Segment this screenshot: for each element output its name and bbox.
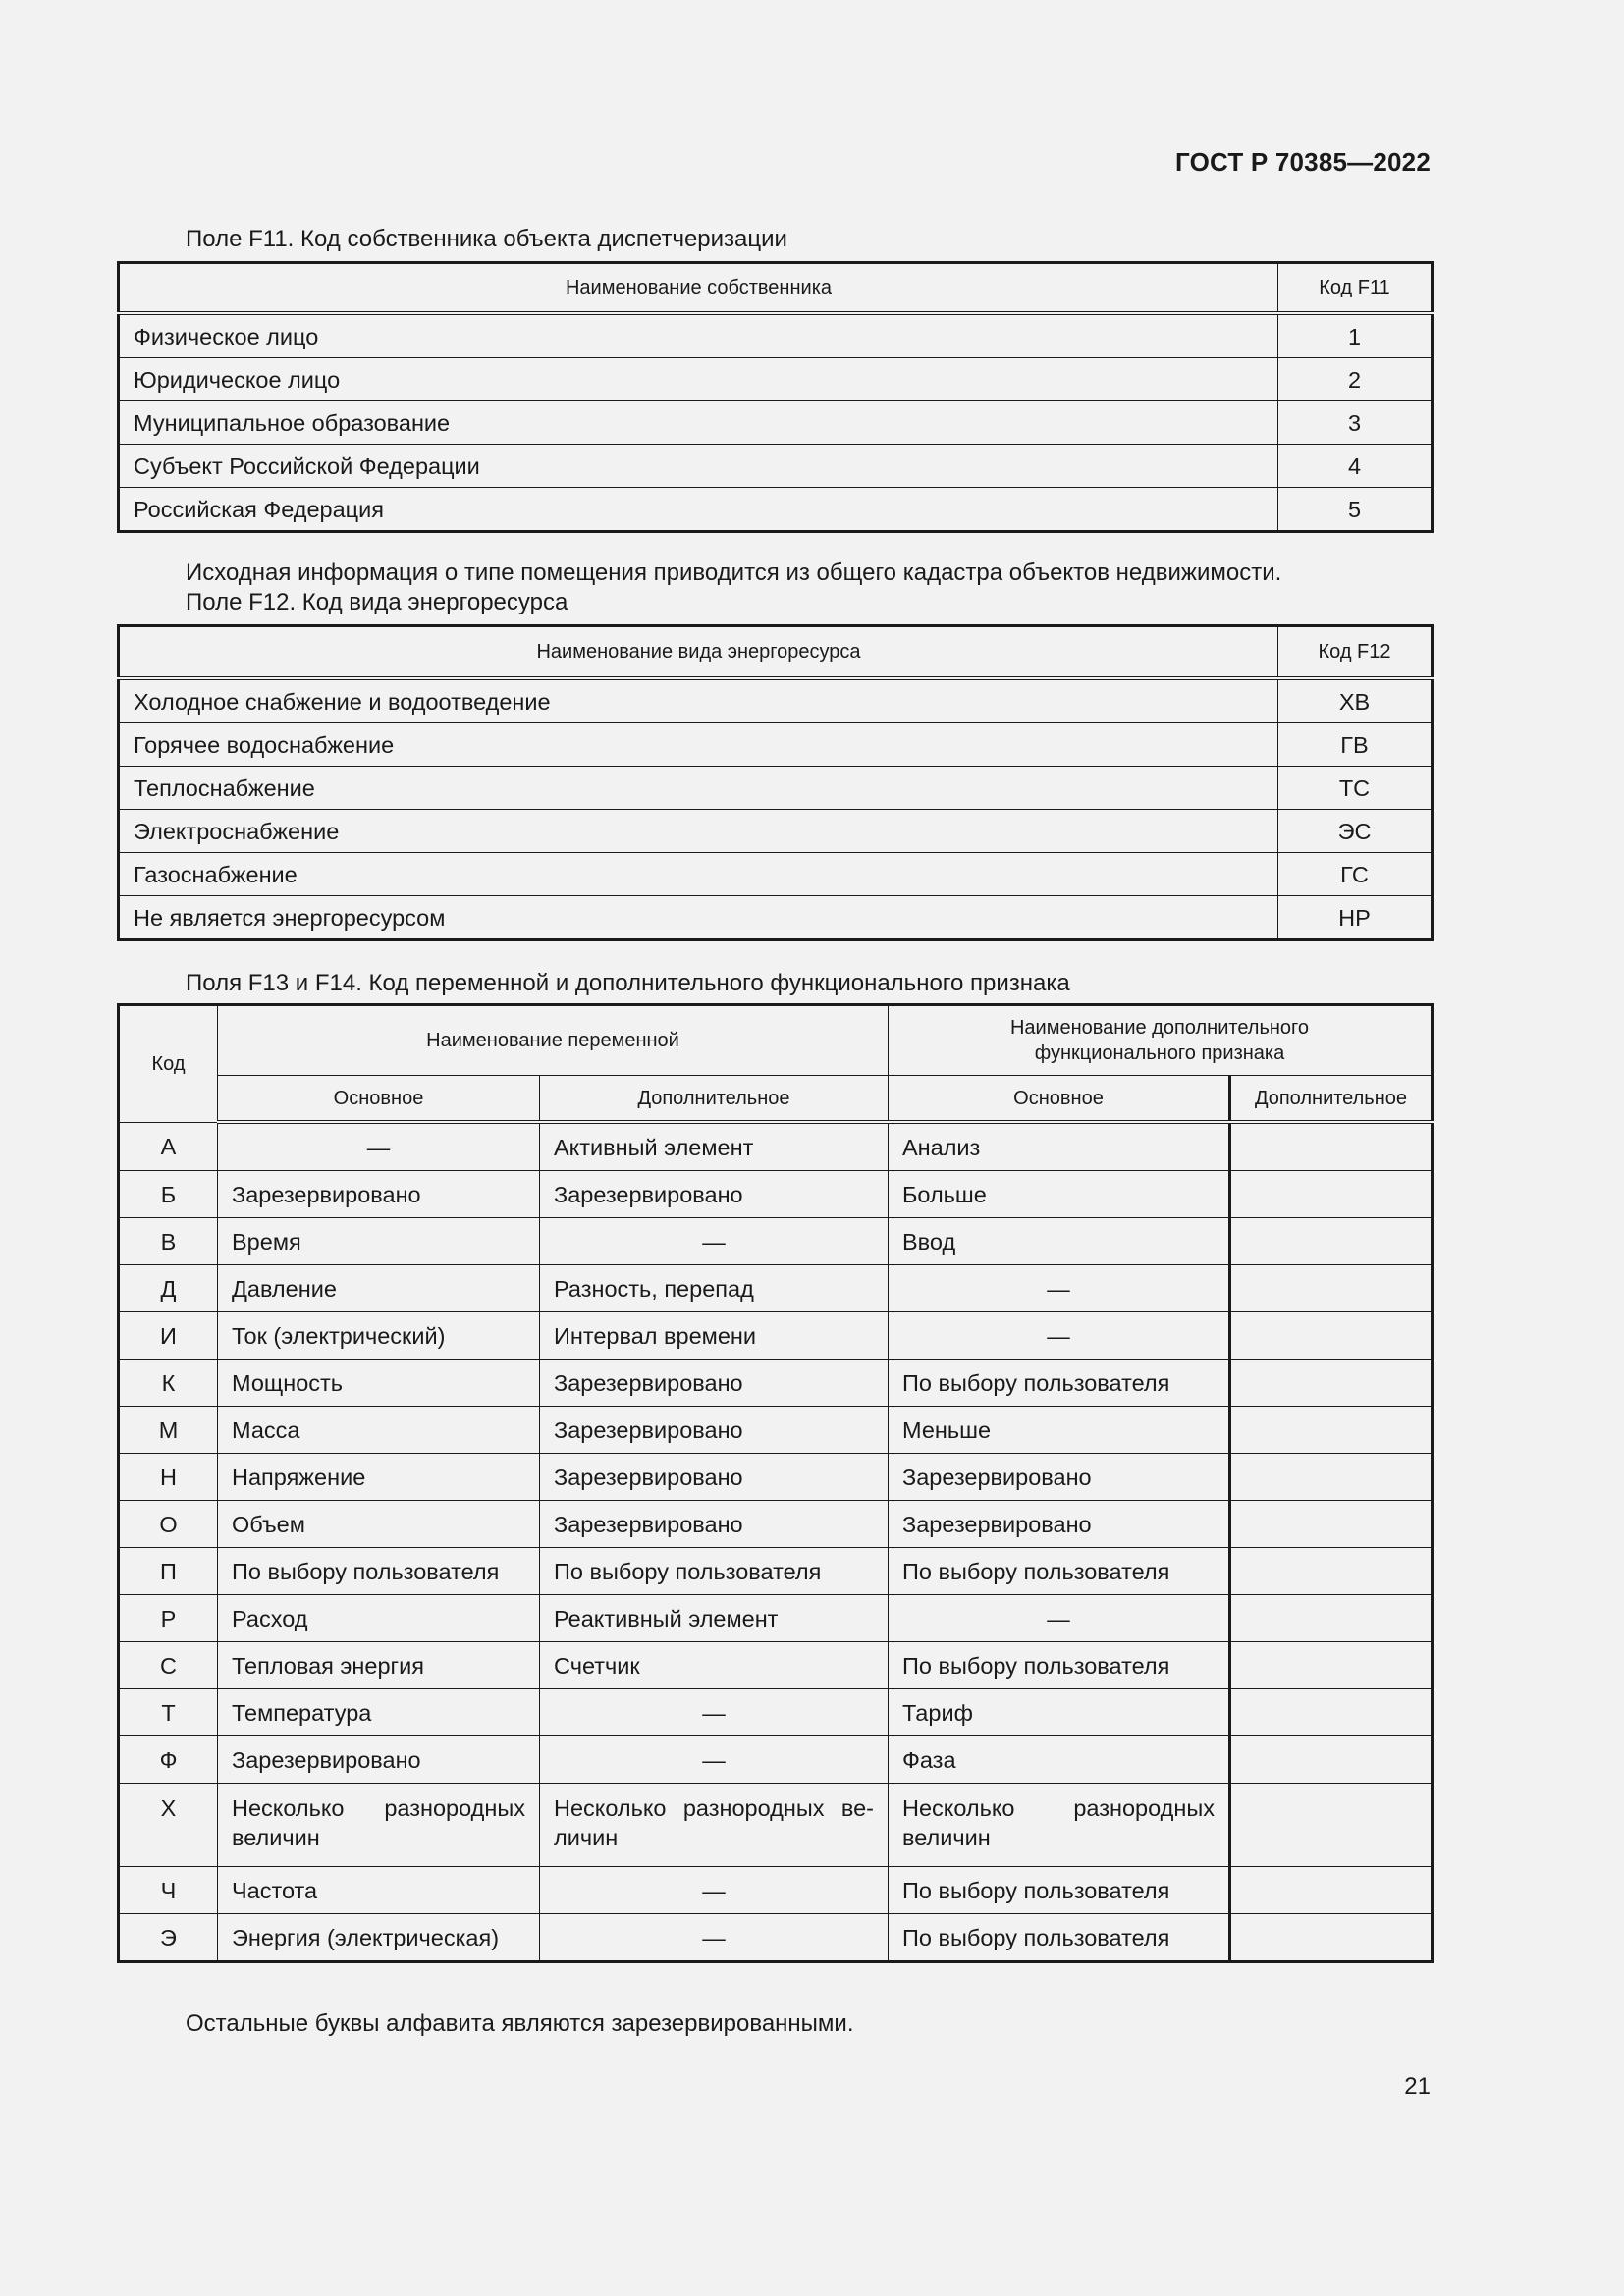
feature-additional-cell [1230,1501,1433,1548]
f11-code-cell: 1 [1278,313,1433,358]
f11-owner-cell: Субъект Российской Федерации [119,445,1278,488]
f13-f14-row [119,1171,1433,1218]
f13-f14-row [119,1548,1433,1595]
page-number: 21 [1404,2073,1431,2100]
variable-additional-cell: Зарезервировано [540,1454,889,1501]
f11-caption: Поле F11. Код собственника объекта диспетчеризации [186,226,787,252]
feature-additional-cell [1230,1689,1433,1736]
variable-additional-cell: Зарезервировано [540,1171,889,1218]
variable-main-cell: Напряжение [218,1454,540,1501]
f13-f14-row [119,1736,1433,1784]
variable-additional-cell: — [540,1689,889,1736]
code-cell: К [119,1360,218,1407]
f12-table [117,624,1434,941]
feature-additional-cell [1230,1312,1433,1360]
code-cell: Т [119,1689,218,1736]
variable-main-cell: — [218,1122,540,1171]
variable-additional-cell: — [540,1736,889,1784]
code-cell: М [119,1407,218,1454]
variable-additional-cell: Несколько разнородных ве-личин [540,1784,889,1867]
variable-additional-cell: Зарезервировано [540,1360,889,1407]
f13-f14-row [119,1595,1433,1642]
variable-main-cell: Несколько разнородных величин [218,1784,540,1867]
feature-additional-cell [1230,1122,1433,1171]
variable-additional-cell: Счетчик [540,1642,889,1689]
feature-main-cell: — [889,1265,1230,1312]
variable-main-cell: Частота [218,1867,540,1914]
f12-row [119,678,1433,723]
f13-f14-row [119,1454,1433,1501]
feature-additional-cell [1230,1265,1433,1312]
f11-row [119,358,1433,401]
f12-resource-cell: Не является энергоресурсом [119,896,1278,940]
f12-resource-cell: Теплоснабжение [119,767,1278,810]
variable-additional-header: Дополнительное [540,1076,889,1123]
f13-f14-row [119,1122,1433,1171]
feature-additional-cell [1230,1914,1433,1962]
f12-row [119,767,1433,810]
variable-main-cell: Зарезервировано [218,1171,540,1218]
f11-row [119,401,1433,445]
code-cell: И [119,1312,218,1360]
feature-main-cell: Зарезервировано [889,1501,1230,1548]
code-cell: Д [119,1265,218,1312]
code-cell: Э [119,1914,218,1962]
variable-main-cell: Масса [218,1407,540,1454]
code-cell: Н [119,1454,218,1501]
variable-additional-cell: Интервал времени [540,1312,889,1360]
feature-main-cell: По выбору пользователя [889,1914,1230,1962]
f12-caption: Поле F12. Код вида энергоресурса [186,589,568,615]
variable-additional-cell: Активный элемент [540,1122,889,1171]
variable-additional-cell: Реактивный элемент [540,1595,889,1642]
f12-resource-cell: Холодное снабжение и водоотведение [119,678,1278,723]
variable-additional-cell: Разность, перепад [540,1265,889,1312]
f11-code-cell: 3 [1278,401,1433,445]
code-cell: С [119,1642,218,1689]
f12-row [119,723,1433,767]
document-id-header: ГОСТ Р 70385—2022 [1175,147,1431,177]
f12-code-cell: НР [1278,896,1433,940]
code-cell: А [119,1122,218,1171]
feature-main-cell: Зарезервировано [889,1454,1230,1501]
feature-additional-cell [1230,1218,1433,1265]
f11-owner-cell: Российская Федерация [119,488,1278,532]
feature-main-cell: По выбору пользователя [889,1548,1230,1595]
feature-additional-cell [1230,1867,1433,1914]
f13-f14-row [119,1689,1433,1736]
variable-main-cell: Ток (электрический) [218,1312,540,1360]
feature-main-cell: Меньше [889,1407,1230,1454]
f12-resource-cell: Горячее водоснабжение [119,723,1278,767]
variable-additional-cell: — [540,1914,889,1962]
f13-f14-row [119,1784,1433,1867]
f12-code-cell: ГВ [1278,723,1433,767]
col-code-header: Код [119,1005,218,1123]
feature-main-cell: Анализ [889,1122,1230,1171]
feature-additional-cell [1230,1171,1433,1218]
f11-code-cell: 4 [1278,445,1433,488]
f13-f14-row [119,1407,1433,1454]
f11-code-cell: 2 [1278,358,1433,401]
variable-additional-cell: — [540,1867,889,1914]
f11-row [119,488,1433,532]
f12-code-cell: ГС [1278,853,1433,896]
variable-additional-cell: По выбору пользователя [540,1548,889,1595]
code-cell: Ч [119,1867,218,1914]
feature-main-cell: — [889,1595,1230,1642]
feature-additional-header: Дополнительное [1230,1076,1433,1123]
f13-f14-caption: Поля F13 и F14. Код переменной и дополнительного функционального признака [186,970,1070,996]
f12-resource-cell: Электроснабжение [119,810,1278,853]
variable-main-cell: Энергия (электрическая) [218,1914,540,1962]
f13-f14-row [119,1265,1433,1312]
feature-main-cell: Ввод [889,1218,1230,1265]
feature-additional-cell [1230,1595,1433,1642]
f13-f14-row [119,1218,1433,1265]
feature-main-header: Основное [889,1076,1230,1123]
group-variable-header: Наименование переменной [218,1005,889,1076]
f12-row [119,853,1433,896]
variable-main-cell: Расход [218,1595,540,1642]
f12-code-cell: ХВ [1278,678,1433,723]
f11-row [119,313,1433,358]
f13-f14-row [119,1867,1433,1914]
variable-additional-cell: Зарезервировано [540,1407,889,1454]
f13-f14-row [119,1501,1433,1548]
f13-f14-row [119,1914,1433,1962]
f11-row [119,445,1433,488]
f11-owner-cell: Муниципальное образование [119,401,1278,445]
f11-col-owner: Наименование собственника [119,263,1278,314]
feature-additional-cell [1230,1736,1433,1784]
feature-additional-cell [1230,1784,1433,1867]
feature-main-cell: Несколько разнородных величин [889,1784,1230,1867]
variable-additional-cell: Зарезервировано [540,1501,889,1548]
f11-owner-cell: Юридическое лицо [119,358,1278,401]
f11-table [117,261,1434,533]
variable-main-cell: Тепловая энергия [218,1642,540,1689]
feature-main-cell: Фаза [889,1736,1230,1784]
group-feature-header: Наименование дополнительного функционального признака [889,1005,1433,1076]
feature-main-cell: Тариф [889,1689,1230,1736]
f12-col-code: Код F12 [1278,626,1433,679]
code-cell: В [119,1218,218,1265]
feature-main-cell: — [889,1312,1230,1360]
f12-col-resource: Наименование вида энергоресурса [119,626,1278,679]
feature-main-cell: По выбору пользователя [889,1360,1230,1407]
f12-code-cell: ТС [1278,767,1433,810]
code-cell: П [119,1548,218,1595]
variable-main-cell: Давление [218,1265,540,1312]
footer-note: Остальные буквы алфавита являются зарезервированными. [186,2010,854,2037]
variable-main-cell: Зарезервировано [218,1736,540,1784]
feature-main-cell: По выбору пользователя [889,1867,1230,1914]
f13-f14-row [119,1642,1433,1689]
f12-resource-cell: Газоснабжение [119,853,1278,896]
feature-main-cell: По выбору пользователя [889,1642,1230,1689]
code-cell: Ф [119,1736,218,1784]
f11-col-code: Код F11 [1278,263,1433,314]
code-cell: Х [119,1784,218,1867]
f13-f14-row [119,1360,1433,1407]
feature-additional-cell [1230,1642,1433,1689]
variable-additional-cell: — [540,1218,889,1265]
code-cell: Р [119,1595,218,1642]
f13-f14-row [119,1312,1433,1360]
f13-f14-table [117,1003,1434,1963]
variable-main-cell: Объем [218,1501,540,1548]
variable-main-cell: Время [218,1218,540,1265]
code-cell: Б [119,1171,218,1218]
variable-main-cell: Температура [218,1689,540,1736]
code-cell: О [119,1501,218,1548]
variable-main-cell: Мощность [218,1360,540,1407]
f11-owner-cell: Физическое лицо [119,313,1278,358]
room-type-note: Исходная информация о типе помещения приводится из общего кадастра объектов недвижимости. [186,560,1282,586]
f12-code-cell: ЭС [1278,810,1433,853]
feature-additional-cell [1230,1548,1433,1595]
feature-additional-cell [1230,1407,1433,1454]
variable-main-header: Основное [218,1076,540,1123]
feature-additional-cell [1230,1454,1433,1501]
f12-row [119,896,1433,940]
f12-row [119,810,1433,853]
feature-main-cell: Больше [889,1171,1230,1218]
variable-main-cell: По выбору пользователя [218,1548,540,1595]
feature-additional-cell [1230,1360,1433,1407]
f11-code-cell: 5 [1278,488,1433,532]
